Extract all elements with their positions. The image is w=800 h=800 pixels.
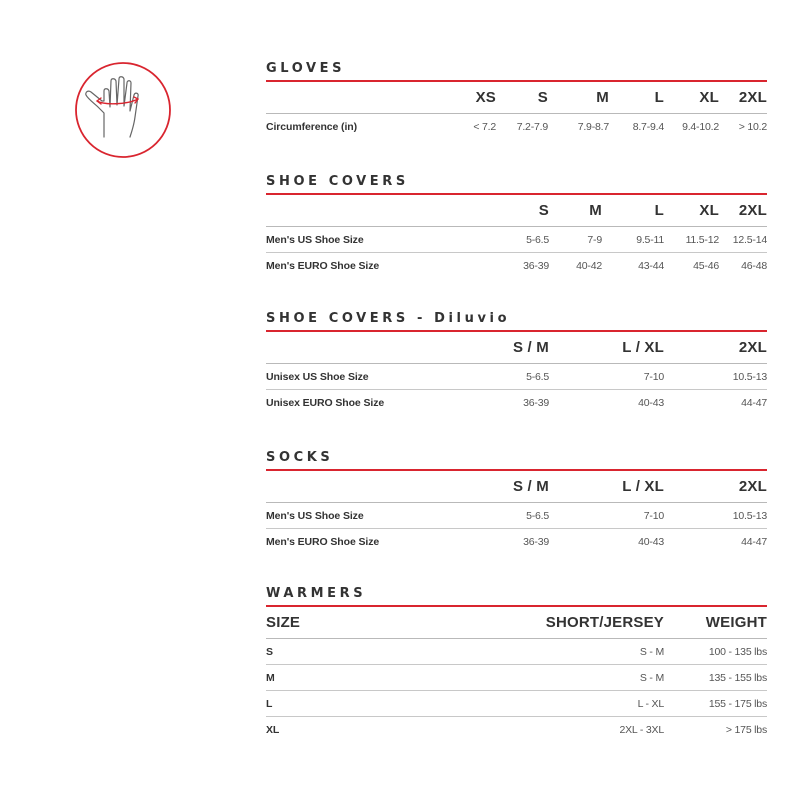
- shoe-covers-diluvio-header-row: [266, 332, 767, 364]
- row-label: Men's US Shoe Size: [266, 509, 364, 522]
- table-cell: 155 - 175 lbs: [708, 697, 767, 710]
- table-row: [266, 639, 767, 665]
- row-label: Unisex EURO Shoe Size: [266, 397, 385, 409]
- table-cell: 45-46: [693, 260, 719, 272]
- table-row: [266, 529, 767, 555]
- table-cell: 7-10: [643, 509, 664, 522]
- gloves-size-m: M: [596, 89, 609, 106]
- table-cell: 10.5-13: [732, 509, 767, 522]
- socks-section: [266, 450, 767, 555]
- table-cell: 40-43: [638, 397, 664, 409]
- table-cell: 36-39: [523, 397, 549, 409]
- table-cell: 10.5-13: [732, 370, 767, 383]
- row-label: M: [266, 671, 275, 684]
- table-cell: 5-6.5: [526, 233, 549, 246]
- row-label: Men's EURO Shoe Size: [266, 260, 380, 272]
- hand-circumference-icon: [74, 61, 172, 159]
- table-row: [266, 114, 767, 140]
- table-cell: 7.9-8.7: [577, 121, 609, 133]
- gloves-size-s: S: [537, 89, 548, 106]
- warmers-header-row: [266, 607, 767, 639]
- shoe-covers-diluvio-title: SHOE COVERS - Diluvio: [266, 311, 511, 326]
- row-label: S: [266, 645, 273, 658]
- table-cell: 46-48: [741, 260, 767, 272]
- table-cell: 7-10: [643, 370, 664, 383]
- table-cell: 44-47: [741, 397, 767, 409]
- socks-title: SOCKS: [266, 450, 334, 465]
- gloves-size-xl: XL: [699, 89, 719, 106]
- shoe-covers-size-s: S: [538, 202, 549, 219]
- row-label: Men's EURO Shoe Size: [266, 536, 380, 548]
- gloves-header-row: [266, 82, 767, 114]
- table-row: [266, 503, 767, 529]
- table-cell: S - M: [639, 671, 664, 684]
- warmers-section: [266, 586, 767, 743]
- row-label: L: [266, 697, 273, 710]
- table-row: [266, 364, 767, 390]
- table-row: [266, 227, 767, 253]
- table-cell: 7.2-7.9: [516, 121, 548, 133]
- shoe-covers-size-l: L: [654, 202, 664, 219]
- gloves-size-2xl: 2XL: [738, 89, 767, 106]
- gloves-section: [266, 61, 767, 140]
- table-cell: 100 - 135 lbs: [708, 645, 767, 658]
- table-cell: 5-6.5: [526, 370, 549, 383]
- table-cell: < 7.2: [473, 121, 496, 133]
- warmers-title: WARMERS: [266, 586, 367, 601]
- row-label: Men's US Shoe Size: [266, 233, 364, 246]
- warmers-header-size: SIZE: [266, 614, 301, 631]
- warmers-header-short-jersey: SHORT/JERSEY: [545, 614, 664, 631]
- table-cell: 9.5-11: [636, 233, 664, 246]
- table-cell: 2XL - 3XL: [619, 724, 664, 736]
- table-row: [266, 665, 767, 691]
- table-row: [266, 390, 767, 416]
- socks-size-lxl: L / XL: [622, 478, 664, 495]
- table-cell: 11.5-12: [685, 233, 719, 246]
- table-cell: 40-43: [638, 536, 664, 548]
- shoe-covers-header-row: [266, 195, 767, 227]
- table-cell: > 10.2: [738, 121, 767, 133]
- table-cell: 36-39: [523, 260, 549, 272]
- shoe-covers-section: [266, 174, 767, 279]
- diluvio-size-sm: S / M: [512, 339, 549, 356]
- table-cell: 44-47: [741, 536, 767, 548]
- table-cell: L - XL: [637, 697, 664, 710]
- row-label: Unisex US Shoe Size: [266, 370, 369, 383]
- row-label: XL: [266, 724, 280, 736]
- table-cell: 7-9: [587, 233, 602, 246]
- table-cell: 5-6.5: [526, 509, 549, 522]
- shoe-covers-size-m: M: [589, 202, 602, 219]
- row-label: Circumference (in): [266, 121, 357, 133]
- table-row: [266, 253, 767, 279]
- table-cell: 8.7-9.4: [632, 121, 664, 133]
- shoe-covers-size-2xl: 2XL: [738, 202, 767, 219]
- table-row: [266, 717, 767, 743]
- socks-size-2xl: 2XL: [738, 478, 767, 495]
- table-cell: S - M: [639, 645, 664, 658]
- socks-size-sm: S / M: [512, 478, 549, 495]
- table-cell: 43-44: [638, 260, 664, 272]
- shoe-covers-title: SHOE COVERS: [266, 174, 409, 189]
- shoe-covers-diluvio-section: [266, 311, 767, 416]
- gloves-title: GLOVES: [266, 61, 346, 76]
- table-cell: 135 - 155 lbs: [708, 671, 767, 684]
- warmers-header-weight: WEIGHT: [705, 614, 767, 631]
- table-cell: 9.4-10.2: [682, 121, 719, 133]
- socks-header-row: [266, 471, 767, 503]
- table-cell: 36-39: [523, 536, 549, 548]
- shoe-covers-size-xl: XL: [699, 202, 719, 219]
- table-cell: 12.5-14: [732, 233, 767, 246]
- gloves-size-xs: XS: [475, 89, 496, 106]
- diluvio-size-2xl: 2XL: [738, 339, 767, 356]
- gloves-size-l: L: [654, 89, 664, 106]
- table-cell: > 175 lbs: [725, 724, 767, 736]
- hand-measure-svg: [74, 61, 172, 159]
- table-row: [266, 691, 767, 717]
- table-cell: 40-42: [576, 260, 602, 272]
- diluvio-size-lxl: L / XL: [622, 339, 664, 356]
